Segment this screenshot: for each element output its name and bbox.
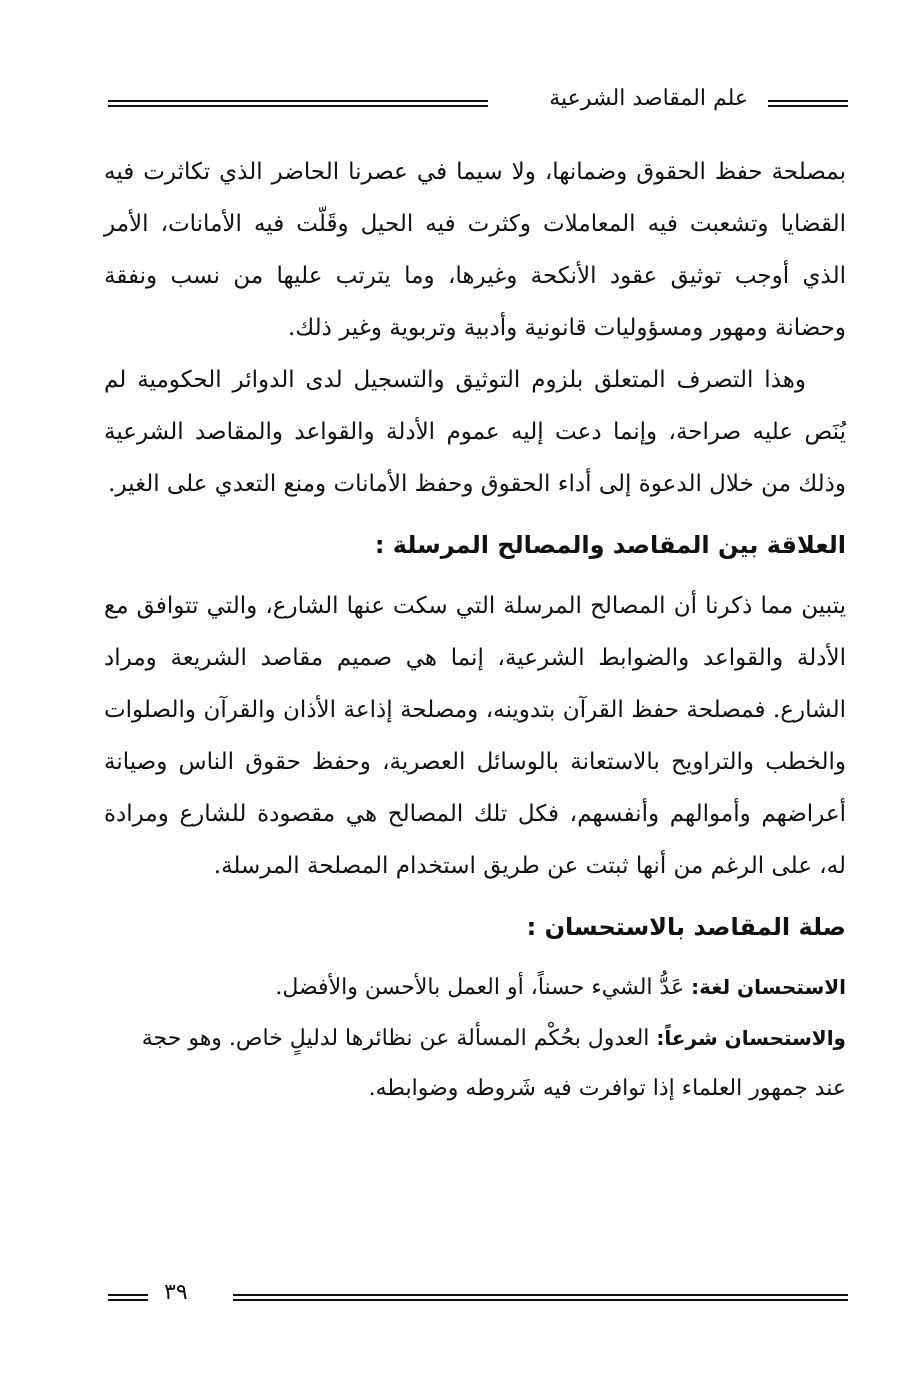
definition-linguistic-term: الاستحسان لغة:: [691, 975, 846, 999]
footer-rule-short: [108, 1294, 148, 1301]
page-body: [104, 146, 846, 1114]
header-rule-right: [768, 100, 848, 107]
definition-legal-text: العدول بحُكْم المسألة عن نظائرها لدليلٍ خاص. وهو حجة عند جمهور العلماء إذا توافرت فيه شَروطه وضوابطه.: [141, 1026, 846, 1101]
page-footer: [108, 1282, 848, 1312]
section-heading-maqasid-masalih: العلاقة بين المقاصد والمصالح المرسلة :: [374, 531, 846, 559]
page-number: ٣٩: [164, 1280, 188, 1305]
definition-legal-term: والاستحسان شرعاً:: [656, 1026, 846, 1050]
running-header: [108, 86, 848, 132]
paragraph-2: وهذا التصرف المتعلق بلزوم التوثيق والتسجيل لدى الدوائر الحكومية لم يُنَص عليه صراحة، وإنما دعت إليه عموم الأدلة والقواعد والمقاصد الشرعية وذلك من خلال الدعوة إلى أداء الحقوق وحفظ الأمانات ومنع التعدي على الغير.: [104, 367, 846, 497]
running-title: علم المقاصد الشرعية: [541, 86, 756, 111]
paragraph-3: يتبين مما ذكرنا أن المصالح المرسلة التي سكت عنها الشارع، والتي تتوافق مع الأدلة والقواعد والضوابط الشرعية، إنما هي صميم مقاصد الشريعة ومراد الشارع. فمصلحة حفظ القرآن بتدوينه، ومصلحة إذاعة الأذان والقرآن والصلوات والخطب والتراويح بالاستعانة بالوسائل العصرية، وحفظ حقوق الناس وصيانة أعراضهم وأموالهم وأنفسهم، فكل تلك المصالح هي مقصودة للشارع ومرادة له، على الرغم من أنها ثبتت عن طريق استخدام المصلحة المرسلة.: [104, 593, 846, 879]
paragraph-1: بمصلحة حفظ الحقوق وضمانها، ولا سيما في عصرنا الحاضر الذي تكاثرت فيه القضايا وتشعبت فيه المعاملات وكثرت فيه الحيل وقَلّت فيه الأمانات، الأمر الذي أوجب توثيق عقود الأنكحة وغيرها، وما يترتب عليها من نسب ونفقة وحضانة ومهور ومسؤوليات قانونية وأدبية وتربوية وغير ذلك.: [104, 159, 846, 341]
header-rule-left: [108, 100, 488, 107]
definition-linguistic-text: عَدُّ الشيء حسناً، أو العمل بالأحسن والأفضل.: [275, 975, 692, 1000]
section-heading-istihsan: صلة المقاصد بالاستحسان :: [526, 913, 846, 941]
definition-linguistic: [104, 962, 846, 1013]
definition-legal: [104, 1013, 846, 1114]
footer-rule-long: [233, 1294, 848, 1301]
